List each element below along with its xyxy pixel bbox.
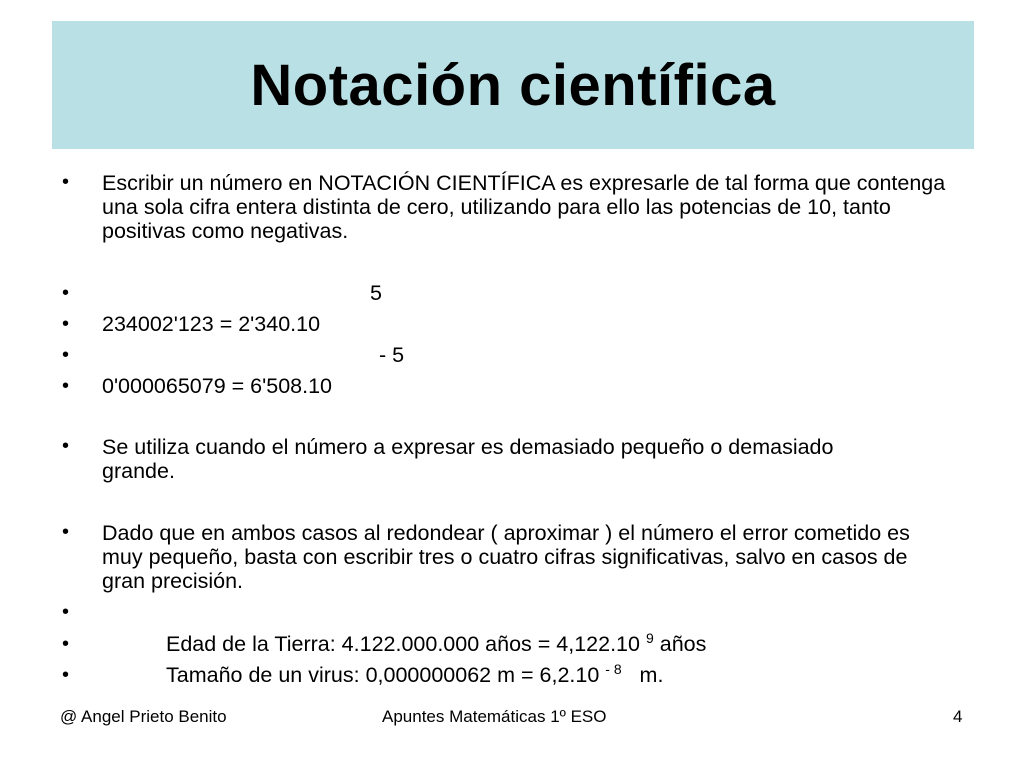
bullet-marker: • (62, 313, 70, 335)
slide-title: Notación científica (250, 52, 776, 118)
virus-size-text: Tamaño de un virus: 0,000000062 m = 6,2.10 (166, 663, 600, 687)
footer-page-number: 4 (953, 707, 963, 726)
usage-text: Se utiliza cuando el número a expresar es demasiado pequeño o demasiado grande. (102, 435, 834, 483)
bullet-marker: • (62, 601, 70, 623)
virus-size-exponent: - 8 (605, 661, 622, 677)
bullet-marker: • (62, 521, 70, 543)
earth-age-text: Edad de la Tierra: 4.122.000.000 años = 4,122.10 (166, 632, 640, 656)
title-banner (52, 21, 974, 149)
exponent-positive: 5 (370, 281, 382, 305)
earth-age-example (166, 632, 706, 657)
footer-author: @ Angel Prieto Benito (60, 707, 227, 726)
bullet-marker: • (62, 171, 70, 193)
bullet-marker: • (62, 633, 70, 655)
example-1-text: 234002'123 = 2'340.10 (102, 312, 321, 336)
bullet-marker: • (62, 375, 70, 397)
example-2-text: 0'000065079 = 6'508.10 (102, 374, 333, 398)
virus-size-unit: m. (639, 663, 664, 687)
bullet-marker: • (62, 664, 70, 686)
earth-age-exponent: 9 (645, 630, 654, 646)
bullet-marker: • (62, 435, 70, 457)
exponent-negative: - 5 (379, 343, 405, 367)
rounding-text: Dado que en ambos casos al redondear ( aproximar ) el número el error cometido es muy pequeño, basta con escribir tres o cuatro cifras significativas, salvo en casos de gran precisión. (102, 521, 910, 593)
earth-age-unit: años (659, 632, 707, 656)
bullet-marker: • (62, 344, 70, 366)
virus-size-example (166, 663, 663, 688)
footer-course: Apuntes Matemáticas 1º ESO (382, 707, 607, 726)
bullet-marker: • (62, 282, 70, 304)
definition-text: Escribir un número en NOTACIÓN CIENTÍFICA es expresarle de tal forma que contenga una sola cifra entera distinta de cero, utilizando para ello las potencias de 10, tanto positivas como negativas. (102, 171, 946, 243)
